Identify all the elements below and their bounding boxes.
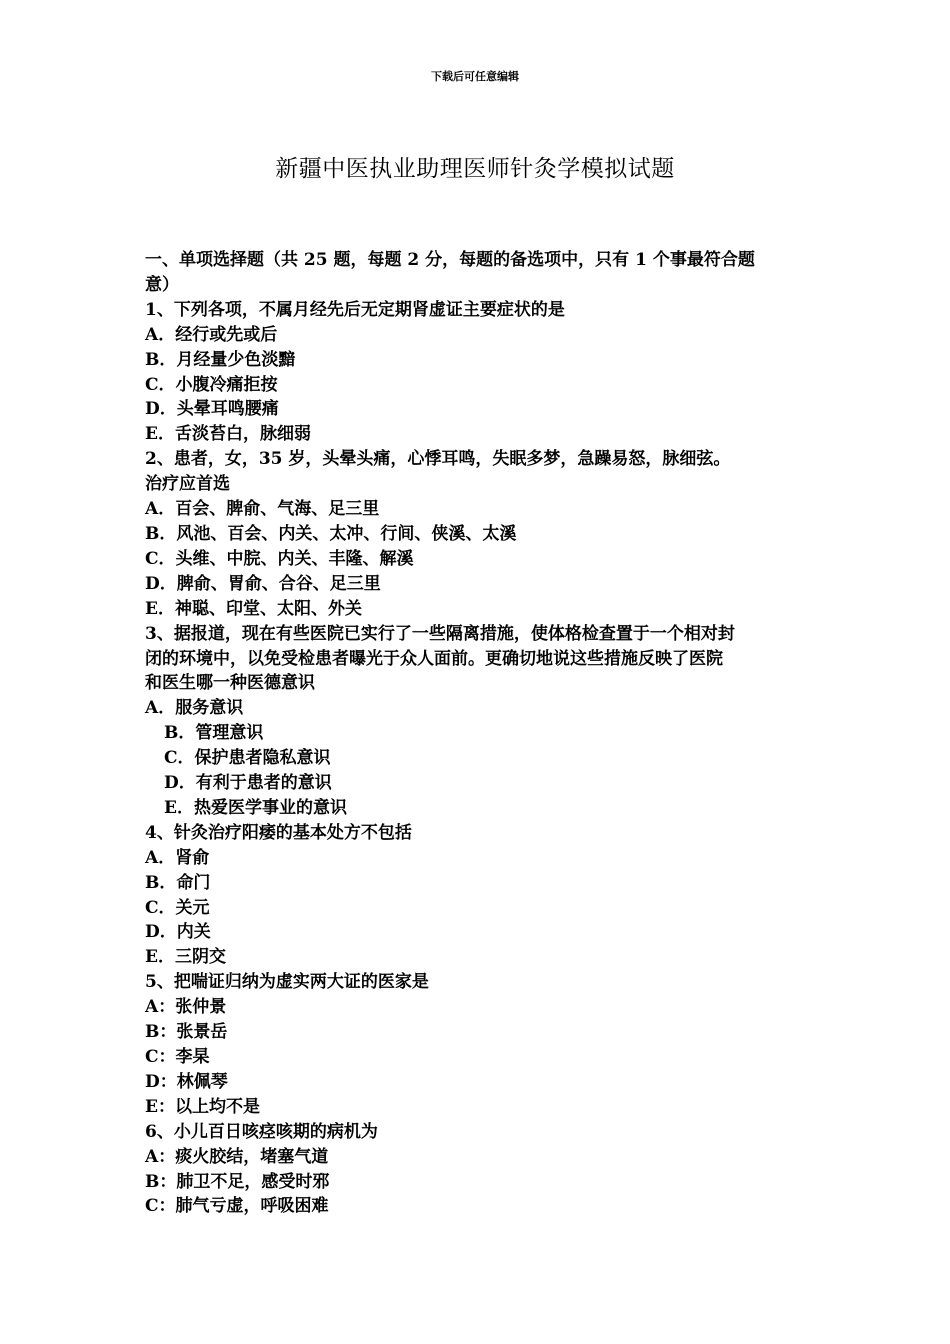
option-b: B：肺卫不足，感受时邪 (145, 1171, 330, 1192)
question-6 (145, 1120, 815, 1220)
section-heading: 一、单项选择题（共 25 题，每题 2 分，每题的备选项中，只有 1 个事最符合题 (145, 250, 755, 270)
option-b: B：张景岳 (145, 1022, 228, 1043)
page-title: 新疆中医执业助理医师针灸学模拟试题 (275, 156, 675, 182)
question-stem: 1、下列各项，不属月经先后无定期肾虚证主要症状的是 (145, 299, 565, 320)
option-d: D．脾俞、胃俞、合谷、足三里 (145, 573, 381, 594)
question-stem: 5、把喘证归纳为虚实两大证的医家是 (145, 972, 429, 993)
option-e: E：以上均不是 (145, 1096, 260, 1117)
option-d: D．有利于患者的意识 (164, 773, 332, 794)
option-a: A．经行或先或后 (145, 324, 278, 345)
question-stem: 2、患者，女，35 岁，头晕头痛，心悸耳鸣，失眠多梦，急躁易怒，脉细弦。 (145, 449, 731, 470)
option-b: B．月经量少色淡黯 (145, 349, 296, 370)
question-1 (145, 298, 815, 447)
option-e: E．热爱医学事业的意识 (164, 797, 347, 818)
option-d: D．头晕耳鸣腰痛 (145, 399, 279, 420)
option-e: E．三阴交 (145, 947, 226, 968)
question-stem-cont: 闭的环境中，以免受检患者曝光于众人面前。更确切地说这些措施反映了医院 (145, 648, 723, 669)
option-a: A：痰火胶结，堵塞气道 (145, 1146, 329, 1167)
header-note: 下载后可任意编辑 (431, 70, 519, 83)
option-b: B．风池、百会、内关、太冲、行间、侠溪、太溪 (145, 523, 517, 544)
option-e: E．舌淡苔白，脉细弱 (145, 424, 311, 445)
question-stem-cont: 治疗应首选 (145, 474, 230, 495)
question-4 (145, 821, 815, 970)
question-2 (145, 447, 815, 621)
option-a: A：张仲景 (145, 997, 227, 1018)
option-c: C：肺气亏虚，呼吸困难 (145, 1196, 329, 1217)
question-5 (145, 970, 815, 1119)
option-a: A．肾俞 (145, 847, 210, 868)
option-c: C．保护患者隐私意识 (164, 748, 331, 769)
exam-body (145, 248, 815, 1219)
option-d: D．内关 (145, 922, 211, 943)
question-stem: 6、小儿百日咳痉咳期的病机为 (145, 1121, 378, 1142)
option-d: D：林佩琴 (145, 1071, 228, 1092)
section-heading-cont: 意） (145, 274, 179, 295)
option-a: A．服务意识 (145, 698, 244, 719)
option-c: C：李杲 (145, 1047, 210, 1067)
question-stem: 4、针灸治疗阳痿的基本处方不包括 (145, 822, 412, 843)
option-a: A．百会、脾俞、气海、足三里 (145, 499, 380, 520)
option-c: C．小腹冷痛拒按 (145, 374, 278, 395)
option-b: B．命门 (145, 872, 211, 893)
option-c: C．关元 (145, 897, 210, 918)
question-stem: 3、据报道，现在有些医院已实行了一些隔离措施，使体格检查置于一个相对封 (145, 623, 735, 644)
option-e: E．神聪、印堂、太阳、外关 (145, 598, 362, 619)
question-stem-cont: 和医生哪一种医德意识 (145, 673, 315, 694)
question-3 (145, 622, 815, 821)
option-b: B．管理意识 (164, 723, 264, 744)
option-c: C．头维、中脘、内关、丰隆、解溪 (145, 548, 414, 569)
